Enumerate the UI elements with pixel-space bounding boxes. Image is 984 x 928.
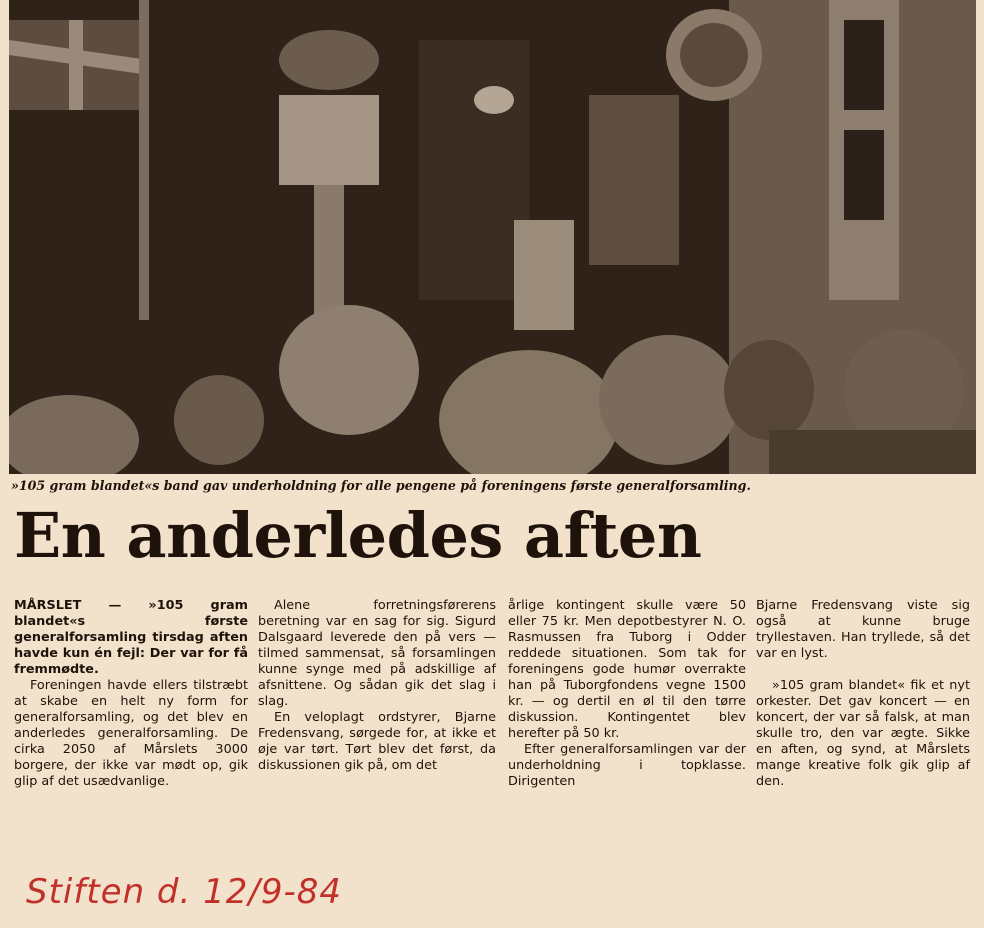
paragraph: En veloplagt ordstyrer, Bjarne Fredensvang, sørgede for, at ikke et øje var tørt. Tørt blev det først, da diskussionen gik på, om det [258, 710, 496, 773]
paragraph: Bjarne Fredensvang viste sig også at kunne bruge tryllestaven. Han tryllede, så det var en lyst. [756, 598, 970, 661]
paragraph: Alene forretningsførerens beretning var en sag for sig. Sigurd Dalsgaard leverede den på vers — tilmed sammensat, så forsamlingen kunne synge med på adskillige af afsnittene. Og sådan gik det slag i slag. [258, 598, 496, 709]
handwritten-note: Stiften d. 12/9-84 [26, 872, 343, 912]
article-column-1 [14, 598, 248, 790]
band-photo-illustration [9, 0, 976, 474]
paragraph: årlige kontingent skulle være 50 eller 75 kr. Men depotbestyrer N. O. Rasmussen fra Tuborg i Odder reddede situationen. Som tak for foreningens gode humør overrakte han på Tuborgfondens vegne 1500 kr. — og dertil en øl til den tørre diskussion. Kontingentet blev herefter på 50 kr. [508, 598, 746, 741]
lead-paragraph: MÅRSLET — »105 gram blandet«s første generalforsamling tirsdag aften havde kun én fejl: Der var for få fremmødte. [14, 598, 248, 677]
article-column-2 [258, 598, 496, 774]
band-photo [9, 0, 976, 474]
headline: En anderledes aften [14, 499, 702, 572]
paragraph: Efter generalforsamlingen var der underholdning i topklasse. Dirigenten [508, 742, 746, 789]
paragraph: Foreningen havde ellers tilstræbt at skabe en helt ny form for generalforsamling, og det blev en anderledes generalforsamling. De cirka 2050 af Mårslets 3000 borgere, der ikke var mødt op, gik glip af det usædvanlige. [14, 678, 248, 789]
paragraph: »105 gram blandet« fik et nyt orkester. Det gav koncert — en koncert, der var så falsk, at man skulle tro, den var ægte. Sikke en aften, og synd, at Mårslets mange kreative folk gik glip af den. [756, 678, 970, 789]
article-column-4 [756, 598, 970, 790]
article-column-3 [508, 598, 746, 790]
photo-caption: »105 gram blandet«s band gav underholdning for alle pengene på foreningens første generalforsamling. [11, 478, 751, 493]
